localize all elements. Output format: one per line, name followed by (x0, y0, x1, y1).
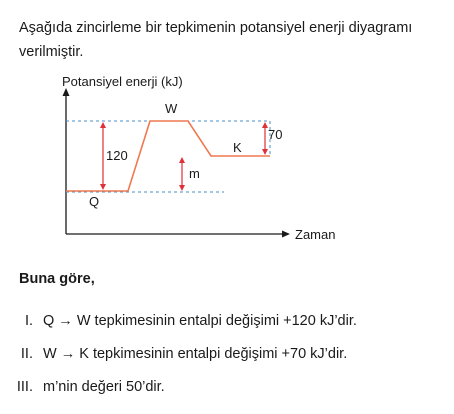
label-120: 120 (106, 148, 128, 163)
label-w: W (165, 101, 178, 116)
y-axis-arrowhead (63, 88, 70, 96)
y-axis-label: Potansiyel enerji (kJ) (62, 74, 183, 89)
label-q: Q (89, 194, 100, 209)
label-k: K (233, 140, 242, 155)
label-m: m (189, 166, 200, 181)
x-axis-label: Zaman (295, 227, 336, 242)
statement-3-number: III. (16, 379, 33, 395)
statement-1-number: I. (24, 313, 33, 329)
statement-3 (16, 379, 165, 395)
energy-curve (66, 121, 270, 191)
statement-3-text: m’nin değeri 50’dir. (43, 379, 165, 395)
statement-2 (20, 346, 348, 362)
statement-1 (24, 313, 357, 329)
question-intro: Aşağıda zincirleme bir tepkimenin potansiyel enerji diyagramı verilmiştir. (19, 20, 413, 60)
statement-2-text: W → K tepkimesinin entalpi değişimi +70 kJ’dir. (43, 346, 348, 362)
label-70: 70 (268, 127, 283, 142)
energy-diagram (0, 70, 454, 245)
statement-1-text: Q → W tepkimesinin entalpi değişimi +120 kJ’dir. (43, 313, 357, 329)
question-lead: Buna göre, (19, 271, 95, 287)
x-axis-arrowhead (282, 231, 290, 238)
statement-2-number: II. (20, 346, 33, 362)
